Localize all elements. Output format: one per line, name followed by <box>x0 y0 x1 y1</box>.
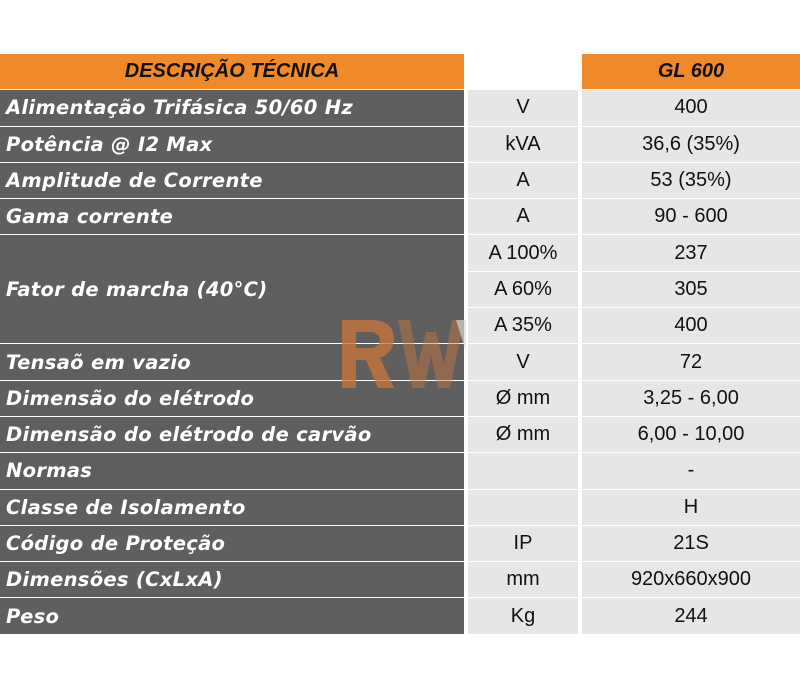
row-value: 3,25 - 6,00 <box>582 381 800 417</box>
row-unit: mm <box>464 562 582 598</box>
row-value: 36,6 (35%) <box>582 127 800 163</box>
row-unit: V <box>464 90 582 126</box>
row-label: Tensaõ em vazio <box>0 344 464 380</box>
row-label: Alimentação Trifásica 50/60 Hz <box>0 90 464 126</box>
row-value: 920x660x900 <box>582 562 800 598</box>
row-label: Peso <box>0 598 464 634</box>
row-value: - <box>582 453 800 489</box>
row-label: Potência @ I2 Max <box>0 127 464 163</box>
row-label: Código de Proteção <box>0 526 464 562</box>
header-spacer <box>464 54 582 90</box>
duty-unit: A 60% <box>464 272 582 308</box>
duty-value: 400 <box>582 308 800 344</box>
row-unit: Ø mm <box>464 417 582 453</box>
duty-unit: A 100% <box>464 235 582 271</box>
table-title: DESCRIÇÃO TÉCNICA <box>0 54 464 90</box>
row-value: 72 <box>582 344 800 380</box>
row-unit <box>464 453 582 489</box>
row-unit: A <box>464 163 582 199</box>
duty-cycle-label: Fator de marcha (40°C) <box>0 235 464 344</box>
row-unit: V <box>464 344 582 380</box>
row-unit: IP <box>464 526 582 562</box>
duty-value: 237 <box>582 235 800 271</box>
row-value: 53 (35%) <box>582 163 800 199</box>
row-label: Dimensão do elétrodo <box>0 381 464 417</box>
spec-table <box>0 54 800 646</box>
model-name: GL 600 <box>582 54 800 90</box>
row-value: 21S <box>582 526 800 562</box>
spec-grid <box>0 54 800 635</box>
row-unit: Kg <box>464 598 582 634</box>
row-label: Dimensão do elétrodo de carvão <box>0 417 464 453</box>
row-value: 244 <box>582 598 800 634</box>
row-label: Gama corrente <box>0 199 464 235</box>
row-value: H <box>582 490 800 526</box>
row-value: 400 <box>582 90 800 126</box>
row-unit: kVA <box>464 127 582 163</box>
row-label: Dimensões (CxLxA) <box>0 562 464 598</box>
duty-unit: A 35% <box>464 308 582 344</box>
row-unit: Ø mm <box>464 381 582 417</box>
row-unit: A <box>464 199 582 235</box>
row-label: Amplitude de Corrente <box>0 163 464 199</box>
row-value: 90 - 600 <box>582 199 800 235</box>
duty-value: 305 <box>582 272 800 308</box>
row-label: Normas <box>0 453 464 489</box>
row-label: Classe de Isolamento <box>0 490 464 526</box>
row-unit <box>464 490 582 526</box>
row-value: 6,00 - 10,00 <box>582 417 800 453</box>
